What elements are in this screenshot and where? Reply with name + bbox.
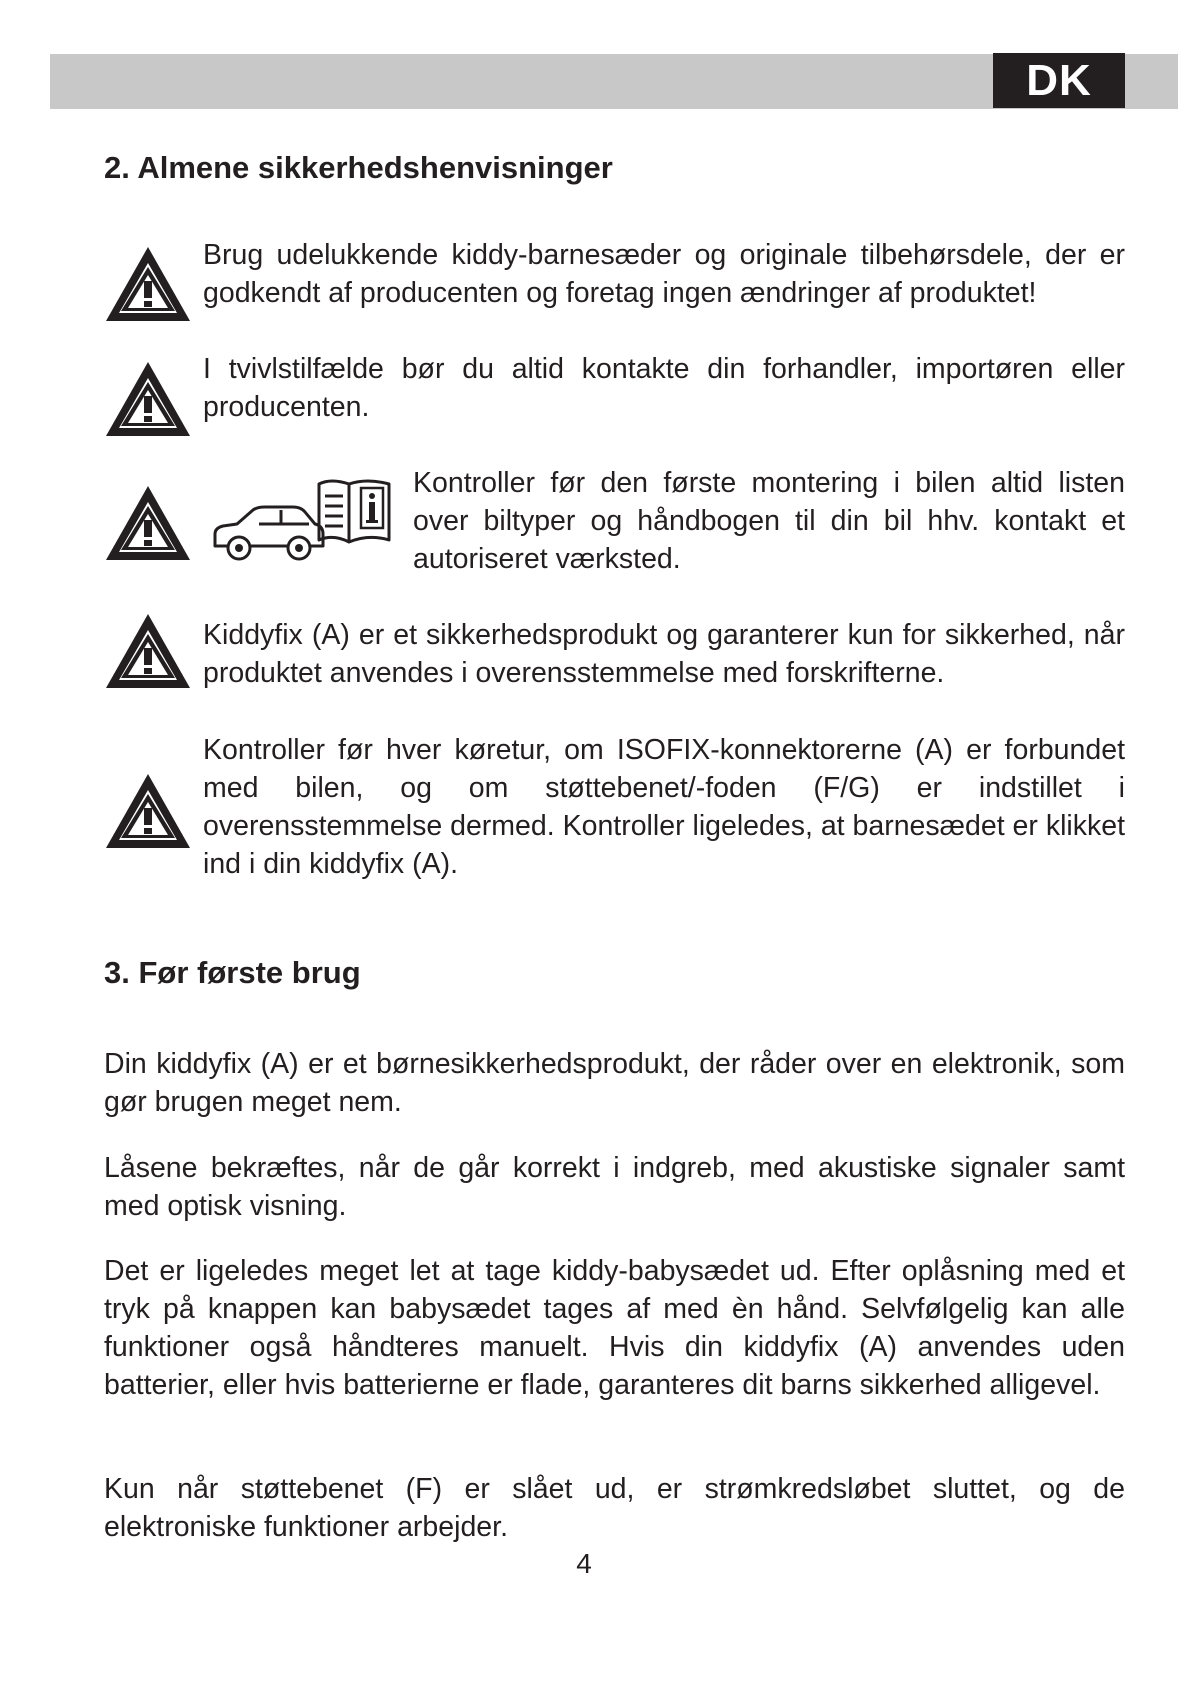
body-paragraph-1: Din kiddyfix (A) er et børnesikkerhedsprodukt, der råder over en elektronik, som gør brugen meget nem. bbox=[104, 1048, 1125, 1118]
warning-text-3: Kontroller før den første montering i bilen altid listen over biltyper og håndbogen til din bil hhv. kontakt et autoriseret værksted. bbox=[413, 467, 1125, 575]
body-paragraph-4: Kun når støttebenet (F) er slået ud, er strømkredsløbet sluttet, og de elektroniske funktioner arbejder. bbox=[104, 1473, 1125, 1543]
section-2-heading: 2. Almene sikkerhedshenvisninger bbox=[104, 150, 613, 185]
page-number: 4 bbox=[576, 1548, 592, 1579]
car-manual-icon bbox=[209, 474, 393, 568]
warning-triangle-icon bbox=[104, 772, 192, 850]
warning-triangle-icon bbox=[104, 484, 192, 562]
body-paragraph-2: Låsene bekræftes, når de går korrekt i indgreb, med akustiske signaler samt med optisk visning. bbox=[104, 1152, 1125, 1222]
warning-triangle-icon bbox=[104, 245, 192, 323]
warning-text-1: Brug udelukkende kiddy-barnesæder og originale tilbehørsdele, der er godkendt af producenten og foretag ingen ændringer af produktet! bbox=[203, 239, 1125, 309]
section-3-heading: 3. Før første brug bbox=[104, 955, 361, 990]
warning-text-4: Kiddyfix (A) er et sikkerhedsprodukt og garanterer kun for sikkerhed, når produktet anvendes i overensstemmelse med forskrifterne. bbox=[203, 619, 1125, 689]
warning-triangle-icon bbox=[104, 612, 192, 690]
warning-triangle-icon bbox=[104, 360, 192, 438]
warning-text-5: Kontroller før hver køretur, om ISOFIX-konnektorerne (A) er forbundet med bilen, og om støttebenet/-foden (F/G) er indstillet i overensstemmelse dermed. Kontroller ligeledes, at barnesædet er klikket ind i din kiddyfix (A). bbox=[203, 734, 1125, 880]
warning-text-2: I tvivlstilfælde bør du altid kontakte din forhandler, importøren eller producenten. bbox=[203, 353, 1125, 423]
language-badge: DK bbox=[993, 53, 1125, 108]
body-paragraph-3: Det er ligeledes meget let at tage kiddy-babysædet ud. Efter oplåsning med et tryk på knappen kan babysædet tages af med èn hånd. Selvfølgelig kan alle funktioner også håndteres manuelt. Hvis din kiddyfix (A) anvendes uden batterier, eller hvis batterierne er flade, garanteres dit barns sikkerhed alligevel. bbox=[104, 1255, 1125, 1401]
